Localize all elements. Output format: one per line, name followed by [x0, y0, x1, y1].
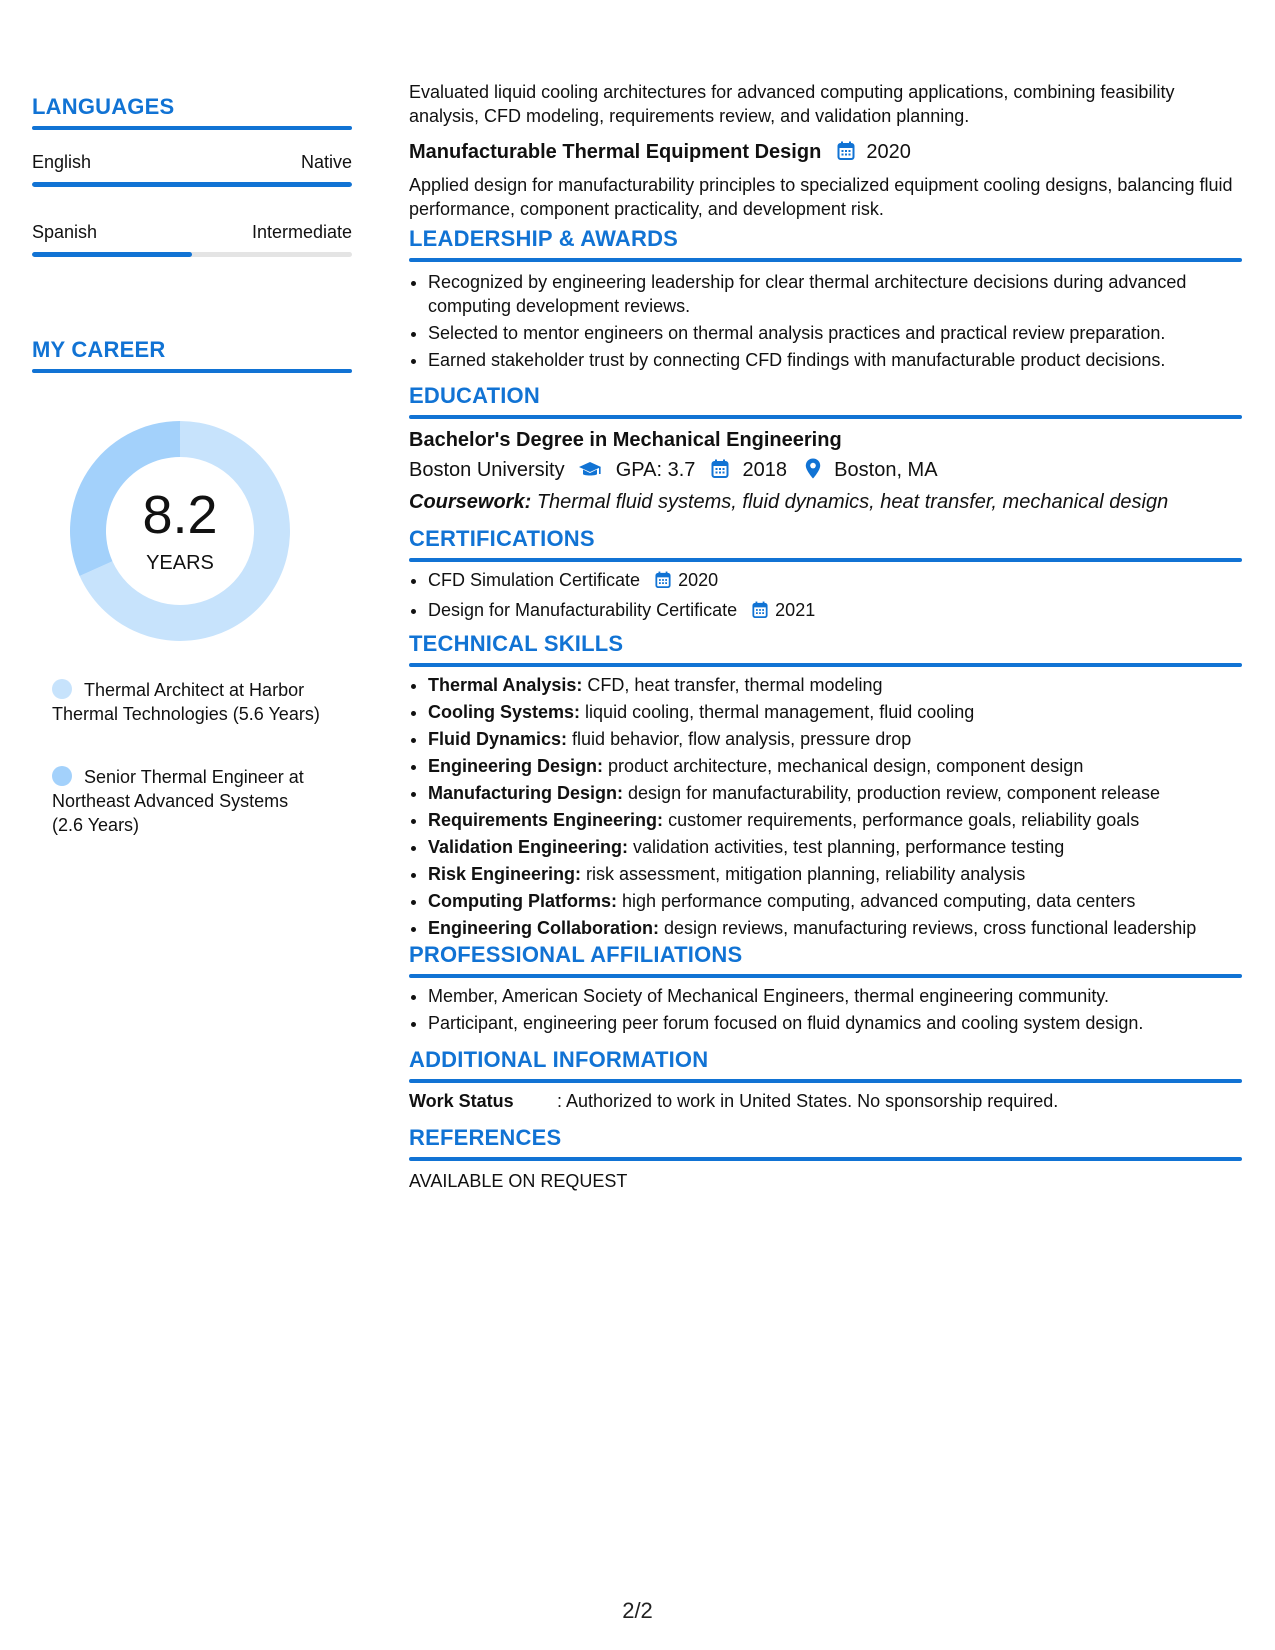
- skill-item: [428, 915, 1242, 942]
- skill-value: CFD, heat transfer, thermal modeling: [587, 675, 883, 695]
- certifications-list: [409, 567, 1242, 627]
- skill-value: design for manufacturability, production review, component release: [628, 783, 1160, 803]
- calendar-icon: [711, 459, 729, 485]
- section-divider: [409, 974, 1242, 978]
- skill-item: [428, 699, 1242, 726]
- skill-label: Thermal Analysis:: [428, 675, 583, 695]
- skill-label: Engineering Collaboration:: [428, 918, 660, 938]
- certification-item: [428, 567, 1242, 597]
- skill-item: [428, 780, 1242, 807]
- career-role-label: Senior Thermal Engineer at Northeast Advanced Systems (2.6 Years): [52, 767, 304, 835]
- leadership-title: LEADERSHIP & AWARDS: [409, 226, 679, 251]
- skill-item: [428, 888, 1242, 915]
- certification-name: CFD Simulation Certificate: [428, 570, 641, 590]
- skill-value: validation activities, test planning, performance testing: [633, 837, 1065, 857]
- coursework-label: Coursework:: [409, 491, 532, 513]
- certification-name: Design for Manufacturability Certificate: [428, 600, 738, 620]
- affiliations-title: PROFESSIONAL AFFILIATIONS: [409, 942, 743, 967]
- calendar-icon: [655, 570, 671, 597]
- skill-value: fluid behavior, flow analysis, pressure drop: [572, 729, 912, 749]
- skill-value: high performance computing, advanced computing, data centers: [622, 891, 1136, 911]
- skill-item: [428, 672, 1242, 699]
- section-divider: [409, 1079, 1242, 1083]
- language-proficiency-bar: [32, 252, 352, 257]
- skills-section: [409, 631, 1242, 942]
- language-proficiency-bar: [32, 182, 352, 187]
- work-status-value: : Authorized to work in United States. No sponsorship required.: [557, 1091, 1059, 1111]
- work-status-label: Work Status: [409, 1091, 514, 1111]
- coursework: [409, 491, 1242, 514]
- degree-title: Bachelor's Degree in Mechanical Engineering: [409, 429, 842, 451]
- career-section: [32, 337, 352, 373]
- coursework-text: Thermal fluid systems, fluid dynamics, heat transfer, mechanical design: [536, 491, 1169, 513]
- affiliations-list: [409, 983, 1242, 1037]
- skill-item: [428, 861, 1242, 888]
- skill-value: customer requirements, performance goals, reliability goals: [668, 810, 1140, 830]
- section-divider: [409, 1157, 1242, 1161]
- project-item: [409, 141, 1242, 221]
- references-title: REFERENCES: [409, 1125, 562, 1150]
- career-years-label: YEARS: [146, 552, 214, 574]
- section-divider: [409, 258, 1242, 262]
- additional-section: [409, 1047, 1242, 1112]
- certifications-section: [409, 526, 1242, 627]
- career-title: MY CAREER: [32, 337, 166, 362]
- leadership-section: [409, 226, 1242, 372]
- graduation-year: 2018: [742, 459, 788, 481]
- skill-value: liquid cooling, thermal management, fluid cooling: [585, 702, 975, 722]
- project-title: Manufacturable Thermal Equipment Design: [409, 141, 822, 163]
- skill-label: Cooling Systems:: [428, 702, 581, 722]
- references-text: AVAILABLE ON REQUEST: [409, 1171, 628, 1191]
- certification-year: 2020: [678, 570, 719, 590]
- project-intro: Evaluated liquid cooling architectures for advanced computing applications, combining feasibility analysis, CFD modeling, requirements review, and validation planning.: [409, 82, 1175, 126]
- language-level: Native: [300, 152, 352, 172]
- skill-value: design reviews, manufacturing reviews, cross functional leadership: [664, 918, 1197, 938]
- project-year: 2020: [866, 141, 911, 163]
- page-number: 2/2: [622, 1598, 653, 1623]
- skill-item: [428, 834, 1242, 861]
- leadership-item: • Recognized by engineering leadership for clear thermal architecture decisions during advanced computing development reviews.: [428, 270, 1242, 318]
- donut-center: [67, 418, 293, 644]
- skill-value: product architecture, mechanical design, component design: [608, 756, 1084, 776]
- skill-item: [428, 753, 1242, 780]
- work-status-row: [409, 1091, 1242, 1112]
- affiliation-item: • Member, American Society of Mechanical Engineers, thermal engineering community.: [428, 983, 1242, 1010]
- project-header: [409, 141, 1242, 167]
- skill-label: Engineering Design:: [428, 756, 604, 776]
- skill-label: Computing Platforms:: [428, 891, 617, 911]
- skill-label: Risk Engineering:: [428, 864, 582, 884]
- language-name: Spanish: [32, 222, 98, 242]
- section-divider: [32, 369, 352, 373]
- references-section: [409, 1125, 1242, 1192]
- project-description: Applied design for manufacturability principles to specialized equipment cooling designs, balancing fluid performance, component practicality, and development risk.: [409, 175, 1233, 219]
- skill-label: Requirements Engineering:: [428, 810, 664, 830]
- career-legend-item: [52, 765, 322, 837]
- skills-title: TECHNICAL SKILLS: [409, 631, 624, 656]
- location-pin-icon: [805, 458, 821, 485]
- gpa: GPA: 3.7: [615, 459, 696, 481]
- section-divider: [409, 415, 1242, 419]
- legend-dot: [52, 766, 72, 786]
- language-proficiency-fill: [32, 182, 352, 187]
- section-divider: [409, 663, 1242, 667]
- career-total-years: 8.2: [142, 485, 218, 545]
- career-legend-item: [52, 678, 322, 726]
- skill-label: Manufacturing Design:: [428, 783, 624, 803]
- language-item-english: [32, 152, 352, 187]
- graduation-cap-icon: [578, 461, 602, 485]
- language-item-spanish: [32, 222, 352, 257]
- skill-item: [428, 726, 1242, 753]
- skill-item: [428, 807, 1242, 834]
- language-level: Intermediate: [251, 222, 352, 242]
- additional-title: ADDITIONAL INFORMATION: [409, 1047, 709, 1072]
- legend-dot: [52, 679, 72, 699]
- education-section: [409, 383, 1242, 514]
- languages-section: [32, 94, 352, 130]
- school-name: Boston University: [409, 459, 565, 481]
- skill-label: Fluid Dynamics:: [428, 729, 568, 749]
- affiliation-item: • Participant, engineering peer forum focused on fluid dynamics and cooling system design.: [428, 1010, 1242, 1037]
- leadership-item: • Earned stakeholder trust by connecting CFD findings with manufacturable product decisions.: [428, 348, 1242, 372]
- language-name: English: [32, 152, 92, 172]
- skill-label: Validation Engineering:: [428, 837, 629, 857]
- education-title: EDUCATION: [409, 383, 540, 408]
- section-divider: [32, 126, 352, 130]
- education-meta: [409, 458, 1242, 485]
- leadership-list: [409, 270, 1242, 372]
- calendar-icon: [752, 600, 768, 627]
- school-location: Boston, MA: [834, 459, 938, 481]
- skills-list: [409, 672, 1242, 942]
- certification-item: [428, 597, 1242, 627]
- languages-title: LANGUAGES: [32, 94, 175, 119]
- certification-year: 2021: [775, 600, 816, 620]
- career-donut-chart: [67, 418, 293, 644]
- skill-value: risk assessment, mitigation planning, reliability analysis: [586, 864, 1026, 884]
- calendar-icon: [837, 141, 855, 167]
- certifications-title: CERTIFICATIONS: [409, 526, 595, 551]
- affiliations-section: [409, 942, 1242, 1037]
- leadership-item: • Selected to mentor engineers on thermal analysis practices and practical review preparation.: [428, 321, 1242, 345]
- language-proficiency-fill: [32, 252, 192, 257]
- section-divider: [409, 558, 1242, 562]
- career-role-label: Thermal Architect at Harbor Thermal Technologies (5.6 Years): [52, 680, 320, 724]
